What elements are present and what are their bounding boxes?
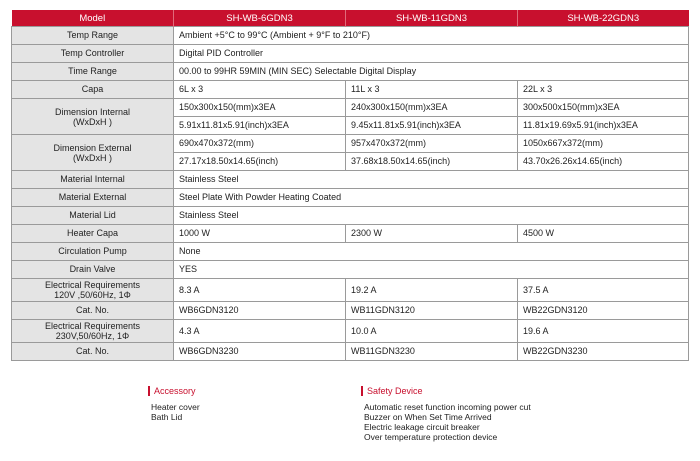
table-row [12, 207, 689, 225]
list-item: Electric leakage circuit breaker [364, 422, 480, 432]
row-label: Capa [12, 81, 174, 99]
list-item: Automatic reset function incoming power cut [364, 402, 531, 412]
cell: WB22GDN3120 [518, 302, 689, 320]
spec-table [11, 10, 689, 361]
row-value: Stainless Steel [174, 171, 689, 189]
row-label: Material Lid [12, 207, 174, 225]
row-label: Cat. No. [12, 343, 174, 361]
table-row [12, 45, 689, 63]
list-item: Bath Lid [151, 412, 183, 422]
row-value: Steel Plate With Powder Heating Coated [174, 189, 689, 207]
table-header-row [12, 10, 689, 27]
cell: 11.81x19.69x5.91(inch)x3EA [518, 117, 689, 135]
label-line: Dimension Internal [54, 106, 131, 117]
row-label: Temp Range [12, 27, 174, 45]
header-model-1: SH-WB-6GDN3 [174, 10, 346, 27]
row-label [12, 320, 174, 343]
table-row [12, 171, 689, 189]
row-value: None [174, 243, 689, 261]
row-value: Ambient +5°C to 99°C (Ambient + 9°F to 210°F) [174, 27, 689, 45]
safety-section [361, 386, 531, 442]
row-label [12, 135, 174, 171]
cell: 150x300x150(mm)x3EA [174, 99, 346, 117]
table-row [12, 27, 689, 45]
cell: 9.45x11.81x5.91(inch)x3EA [346, 117, 518, 135]
cell: 1050x667x372(mm) [518, 135, 689, 153]
table-row [12, 343, 689, 361]
row-label: Heater Capa [12, 225, 174, 243]
cell: 37.68x18.50x14.65(inch) [346, 153, 518, 171]
cell: WB11GDN3230 [346, 343, 518, 361]
row-value: 00.00 to 99HR 59MIN (MIN SEC) Selectable Digital Display [174, 63, 689, 81]
label-line: 230V,50/60Hz, 1Φ [55, 331, 130, 341]
table-row [12, 135, 689, 153]
table-row [12, 189, 689, 207]
list-item: Heater cover [151, 402, 200, 412]
row-label [12, 99, 174, 135]
cell: 43.70x26.26x14.65(inch) [518, 153, 689, 171]
row-value: YES [174, 261, 689, 279]
cell: 6L x 3 [174, 81, 346, 99]
cell: 300x500x150(mm)x3EA [518, 99, 689, 117]
cell: 19.2 A [346, 279, 518, 302]
cell: 957x470x372(mm) [346, 135, 518, 153]
cell: 11L x 3 [346, 81, 518, 99]
row-label: Cat. No. [12, 302, 174, 320]
row-value: Digital PID Controller [174, 45, 689, 63]
table-row [12, 279, 689, 302]
cell: WB6GDN3120 [174, 302, 346, 320]
cell: 4500 W [518, 225, 689, 243]
label-line: Electrical Requirements [44, 280, 141, 290]
safety-heading: Safety Device [361, 386, 531, 396]
table-row [12, 302, 689, 320]
label-line: (WxDxH ) [73, 116, 112, 127]
cell: 5.91x11.81x5.91(inch)x3EA [174, 117, 346, 135]
row-label: Material External [12, 189, 174, 207]
cell: WB11GDN3120 [346, 302, 518, 320]
row-label: Material Internal [12, 171, 174, 189]
row-value: Stainless Steel [174, 207, 689, 225]
cell: 2300 W [346, 225, 518, 243]
cell: WB6GDN3230 [174, 343, 346, 361]
table-row [12, 225, 689, 243]
label-line: (WxDxH ) [73, 152, 112, 163]
list-item: Over temperature protection device [364, 432, 498, 442]
label-line: Electrical Requirements [44, 321, 141, 331]
cell: 4.3 A [174, 320, 346, 343]
table-row [12, 81, 689, 99]
row-label [12, 279, 174, 302]
row-label: Drain Valve [12, 261, 174, 279]
label-line: Dimension External [53, 142, 132, 153]
row-label: Time Range [12, 63, 174, 81]
cell: 1000 W [174, 225, 346, 243]
accessory-heading: Accessory [148, 386, 200, 396]
cell: 8.3 A [174, 279, 346, 302]
table-row [12, 320, 689, 343]
cell: 19.6 A [518, 320, 689, 343]
row-label: Temp Controller [12, 45, 174, 63]
row-label: Circulation Pump [12, 243, 174, 261]
cell: 10.0 A [346, 320, 518, 343]
table-row [12, 261, 689, 279]
table-row [12, 243, 689, 261]
header-model: Model [12, 10, 174, 27]
header-model-3: SH-WB-22GDN3 [518, 10, 689, 27]
table-row [12, 63, 689, 81]
cell: 690x470x372(mm) [174, 135, 346, 153]
cell: 37.5 A [518, 279, 689, 302]
cell: 240x300x150(mm)x3EA [346, 99, 518, 117]
label-line: 120V ,50/60Hz, 1Φ [54, 290, 131, 300]
cell: 22L x 3 [518, 81, 689, 99]
table-row [12, 99, 689, 117]
cell: WB22GDN3230 [518, 343, 689, 361]
list-item: Buzzer on When Set Time Arrived [364, 412, 492, 422]
header-model-2: SH-WB-11GDN3 [346, 10, 518, 27]
cell: 27.17x18.50x14.65(inch) [174, 153, 346, 171]
accessory-section [148, 386, 200, 422]
